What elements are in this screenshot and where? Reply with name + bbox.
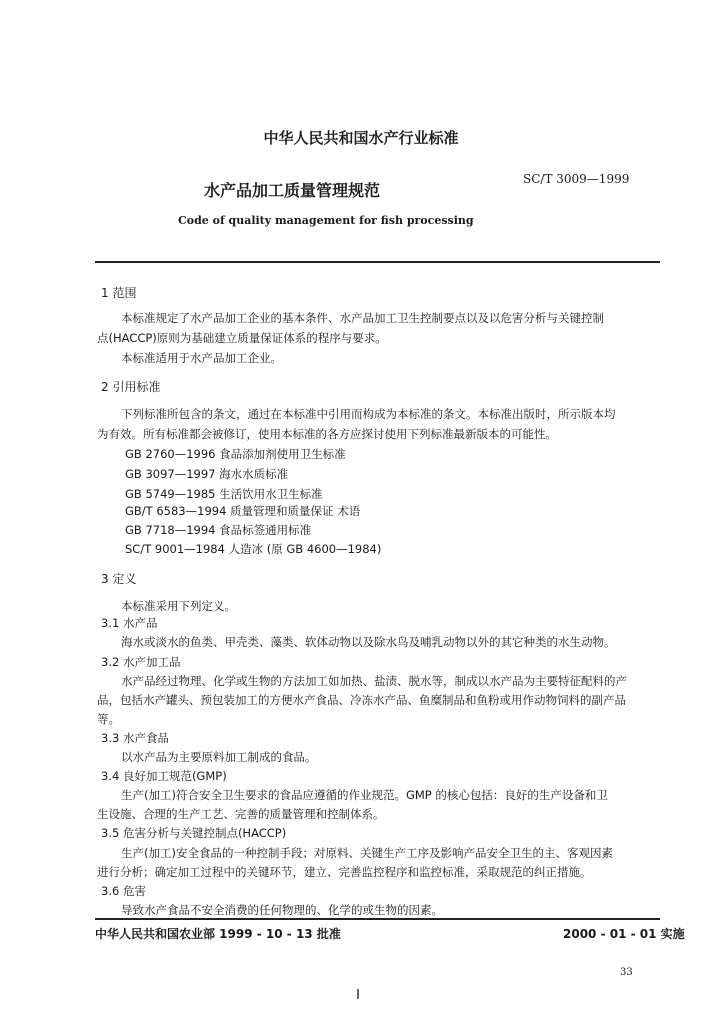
definition-3-1-text: 海水或淡水的鱼类、甲壳类、藻类、软体动物以及除水鸟及哺乳动物以外的其它种类的水生动物。	[121, 635, 616, 649]
definition-3-4-heading: 3.4 良好加工规范(GMP)	[101, 769, 227, 783]
reference-standard-item: GB 2760—1996 食品添加剂使用卫生标准	[125, 447, 346, 461]
section-3-intro: 本标准采用下列定义。	[121, 599, 236, 613]
definition-3-2-line: 水产品经过物理、化学或生物的方法加工如加热、盐渍、脱水等，制成以水产品为主要特征配料的产	[121, 674, 627, 688]
definition-3-1-heading: 3.1 水产品	[101, 616, 158, 630]
section-1-heading: 1 范围	[101, 286, 137, 300]
definition-3-2-line: 品，包括水产罐头、预包装加工的方便水产食品、冷冻水产品、鱼糜制品和鱼粉或用作动物饲料的副产品	[97, 693, 626, 707]
definition-3-6-heading: 3.6 危害	[101, 884, 146, 898]
approval-issuer: 中华人民共和国农业部 1999 - 10 - 13 批准	[95, 927, 341, 941]
section-1-paragraph-line: 点(HACCP)原则为基础建立质量保证体系的程序与要求。	[97, 331, 387, 345]
reference-standard-item: GB 3097—1997 海水水质标准	[125, 467, 289, 481]
definition-3-2-heading: 3.2 水产加工品	[101, 655, 181, 669]
standard-category-title: 中华人民共和国水产行业标准	[263, 129, 459, 147]
section-1-paragraph: 本标准适用于水产品加工企业。	[121, 351, 282, 365]
reference-standard-item: GB/T 6583—1994 质量管理和质量保证 术语	[125, 504, 361, 518]
document-code: SC/T 3009—1999	[523, 172, 630, 186]
header-divider	[95, 261, 660, 263]
document-title-english: Code of quality management for fish processing	[178, 214, 474, 227]
section-3-heading: 3 定义	[101, 572, 137, 586]
definition-3-2-line: 等。	[97, 712, 120, 726]
page-number: 33	[620, 967, 633, 978]
reference-standard-item: GB 7718—1994 食品标签通用标准	[125, 523, 312, 537]
footer-divider	[95, 918, 660, 920]
section-2-paragraph-line: 下列标准所包含的条文，通过在本标准中引用而构成为本标准的条文。本标准出版时，所示版本均	[121, 407, 616, 421]
definition-3-5-heading: 3.5 危害分析与关键控制点(HACCP)	[101, 826, 287, 840]
definition-3-3-text: 以水产品为主要原料加工制成的食品。	[121, 750, 317, 764]
section-2-heading: 2 引用标准	[101, 380, 161, 394]
definition-3-4-line: 生设施、合理的生产工艺、完善的质量管理和控制体系。	[97, 807, 385, 821]
scan-center-mark	[357, 989, 359, 999]
effective-date: 2000 - 01 - 01 实施	[563, 927, 685, 941]
definition-3-5-line: 生产(加工)安全食品的一种控制手段；对原料、关键生产工序及影响产品安全卫生的主、客观因素	[121, 846, 613, 860]
reference-standard-item: SC/T 9001—1984 人造冰 (原 GB 4600—1984)	[125, 542, 382, 556]
definition-3-4-line: 生产(加工)符合安全卫生要求的食品应遵循的作业规范。GMP 的核心包括：良好的生产设备和卫	[121, 788, 608, 802]
section-2-paragraph-line: 为有效。所有标准都会被修订，使用本标准的各方应探讨使用下列标准最新版本的可能性。	[97, 427, 557, 441]
document-title: 水产品加工质量管理规范	[204, 181, 381, 200]
definition-3-3-heading: 3.3 水产食品	[101, 731, 169, 745]
reference-standard-item: GB 5749—1985 生活饮用水卫生标准	[125, 487, 323, 501]
definition-3-6-text: 导致水产食品不安全消费的任何物理的、化学的或生物的因素。	[121, 903, 443, 917]
section-1-paragraph-line: 本标准规定了水产品加工企业的基本条件、水产品加工卫生控制要点以及以危害分析与关键控制	[121, 311, 604, 325]
definition-3-5-line: 进行分析；确定加工过程中的关键环节，建立、完善监控程序和监控标准，采取规范的纠正措施。	[97, 865, 592, 879]
